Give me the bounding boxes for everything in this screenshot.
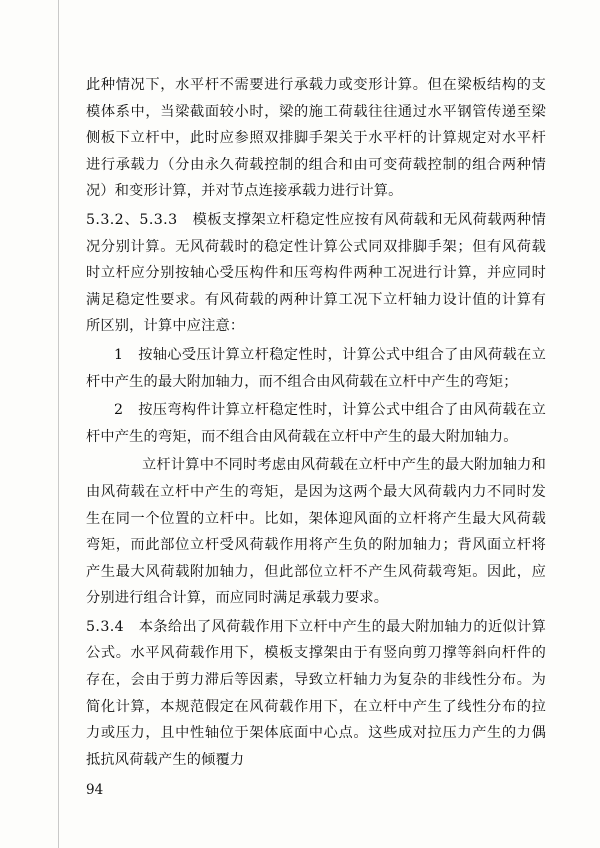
clause-number-5-3-2: 5.3.2、5.3.3 (86, 211, 178, 228)
list-number-1: 1 (114, 346, 124, 363)
paragraph-4-text: 按压弯构件计算立杆稳定性时，计算公式中组合了由风荷载在立杆中产生的弯矩，而不组合由风荷载在立杆中产生的最大附加轴力。 (86, 402, 546, 445)
page-body-text (86, 72, 546, 775)
paragraph-5-text: 立杆计算中不同时考虑由风荷载在立杆中产生的最大附加轴力和由风荷载在立杆中产生的弯矩，是因为这两个最大风荷载内力不同时发生在同一个位置的立杆中。比如，架体迎风面的立杆将产生最大风荷载弯矩，而此部位立杆受风荷载作用将产生负的附加轴力；背风面立杆将产生最大风荷载附加轴力，但此部位立杆不产生风荷载弯矩。因此，应分别进行组合计算，而应同时满足承载力要求。 (86, 457, 546, 607)
paragraph-5 (86, 452, 546, 612)
paragraph-1 (86, 72, 546, 205)
paragraph-1-text: 此种情况下，水平杆不需要进行承载力或变形计算。但在梁板结构的支模体系中，当梁截面较小时，梁的施工荷载往往通过水平钢管传递至梁侧板下立杆中，此时应参照双排脚手架关于水平杆的计算规定对水平杆进行承载力（分由永久荷载控制的组合和由可变荷载控制的组合两种情况）和变形计算，并对节点连接承载力进行计算。 (86, 77, 546, 200)
paragraph-6 (86, 614, 546, 774)
page-number: 94 (86, 782, 104, 798)
paragraph-3-text: 按轴心受压计算立杆稳定性时，计算公式中组合了由风荷载在立杆中产生的最大附加轴力，而不组合由风荷载在立杆中产生的弯矩； (86, 346, 546, 390)
paragraph-3 (86, 342, 546, 395)
clause-number-5-3-4: 5.3.4 (86, 618, 125, 635)
paragraph-4 (86, 397, 546, 450)
list-number-2: 2 (114, 402, 124, 419)
page-margin-line (58, 0, 59, 848)
paragraph-6-text: 本条给出了风荷载作用下立杆中产生的最大附加轴力的近似计算公式。水平风荷载作用下，模板支撑架由于有竖向剪刀撑等斜向杆件的存在，会由于剪力滞后等因素，导致立杆轴力为复杂的非线性分布。为简化计算，本规范假定在风荷载作用下，在立杆中产生了线性分布的拉力或压力，且中性轴位于架体底面中心点。这些成对拉压力产生的力偶抵抗风荷载产生的倾覆力 (86, 618, 546, 768)
paragraph-2-text: 模板支撑架立杆稳定性应按有风荷载和无风荷载两种情况分别计算。无风荷载时的稳定性计算公式同双排脚手架；但有风荷载时立杆应分别按轴心受压构件和压弯构件两种工况进行计算，并应同时满足稳定性要求。有风荷载的两种计算工况下立杆轴力设计值的计算有所区别，计算中应注意： (86, 211, 546, 335)
paragraph-2 (86, 207, 546, 340)
